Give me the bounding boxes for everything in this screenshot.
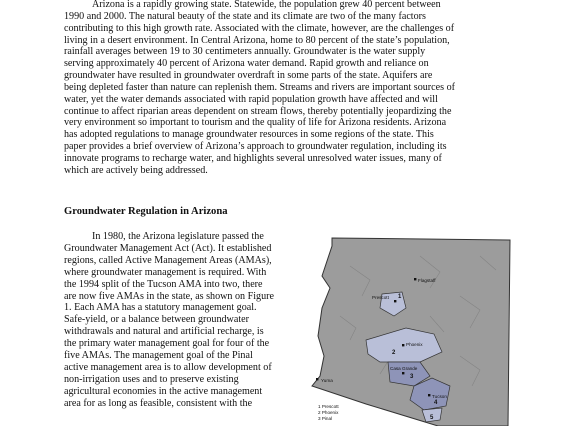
city-marker-prescott [394,300,396,302]
ama-number-5: 5 [430,415,434,421]
city-marker-phoenix [402,344,404,346]
map-legend-item: 1 Prescott [318,404,339,409]
intro-line: very environment so important to tourism and the quality of life for Arizona residents. Arizona [64,117,447,129]
intro-line: contributing to this high growth rate. Associated with the climate, however, are the challenges of [64,22,455,34]
intro-paragraph [64,0,516,177]
intro-line: being depleted faster than nature can replenish them. Streams and rivers are important sources of [64,81,455,93]
column-line: area for as long as feasible, consistent with the [64,397,253,409]
column-line: In 1980, the Arizona legislature passed the [92,231,264,242]
ama-number-3: 3 [410,374,414,380]
body-column [64,231,304,410]
column-line: 1. Each AMA has a statutory management goal. [64,302,257,314]
map-legend-item: 2 Phoenix [318,410,339,415]
intro-line: serving approximately 40 percent of Arizona water demand. Rapid growth and reliance on [64,58,429,70]
column-line: are now five AMAs in the state, as shown on Figure [64,290,274,302]
column-line: the 1994 split of the Tucson AMA into two, there [64,278,263,290]
column-line: withdrawals and natural and artificial recharge, is [64,326,264,338]
column-line: Groundwater Management Act (Act). It established [64,242,272,254]
intro-line: which are actively being addressed. [64,164,208,176]
intro-line: has adopted regulations to manage groundwater resources in some regions of the state. This [64,129,434,141]
section-heading: Groundwater Regulation in Arizona [64,206,228,217]
intro-line: water, yet the water demands associated with rapid population growth have affected and will [64,93,438,105]
intro-line: 1990 and 2000. The natural beauty of the state and its climate are two of the many factors [64,10,426,22]
column-line: Safe-yield, or a balance between groundwater [64,314,249,326]
map-label-flagstaff: Flagstaff [418,278,436,283]
column-line: the primary water management goal for four of the [64,338,270,350]
map-label-prescott: Prescott [372,295,389,300]
intro-line: living in a desert environment. In Central Arizona, home to 80 percent of the state’s population, [64,34,450,46]
map-label-tucson: Tucson [432,394,447,399]
column-line: active management area is to allow development of [64,361,272,373]
column-line: regions, called Active Management Areas (AMAs), [64,254,272,266]
ama-number-4: 4 [434,400,438,406]
column-line: five AMAs. The management goal of the Pinal [64,350,253,362]
map-label-phoenix: Phoenix [406,342,423,347]
column-line: where groundwater management is required. With [64,266,267,278]
city-marker-flagstaff [414,278,416,280]
ama-number-1: 1 [398,294,402,300]
intro-line: paper provides a brief overview of Arizona’s approach to groundwater regulation, including its [64,141,447,153]
city-marker-tucson [428,394,430,396]
column-line: agricultural economies in the active management [64,385,263,397]
map-label-yuma: Yuma [321,378,333,383]
intro-line: innovate programs to recharge water, and highlights several unresolved water issues, many of [64,152,442,164]
city-marker-yuma [316,378,318,380]
intro-line: rainfall averages between 19 to 30 centimeters annually. Groundwater is the water supply [64,46,426,58]
map-legend-item: 3 Pinal [318,416,333,421]
city-marker-casa-grande [402,372,404,374]
intro-line: continue to affect riparian areas dependent on stream flows, thereby potentially jeopardizing the [64,105,452,117]
ama-number-2: 2 [392,350,396,356]
map-label-casa-grande: Casa Grande [390,366,418,371]
intro-line: Arizona is a rapidly growing state. Statewide, the population grew 40 percent between [92,0,441,10]
intro-line: groundwater have resulted in groundwater overdraft in some parts of the state. Aquifers are [64,70,433,82]
arizona-ama-map [310,236,520,426]
column-line: non-irrigation uses and to preserve existing [64,373,239,385]
